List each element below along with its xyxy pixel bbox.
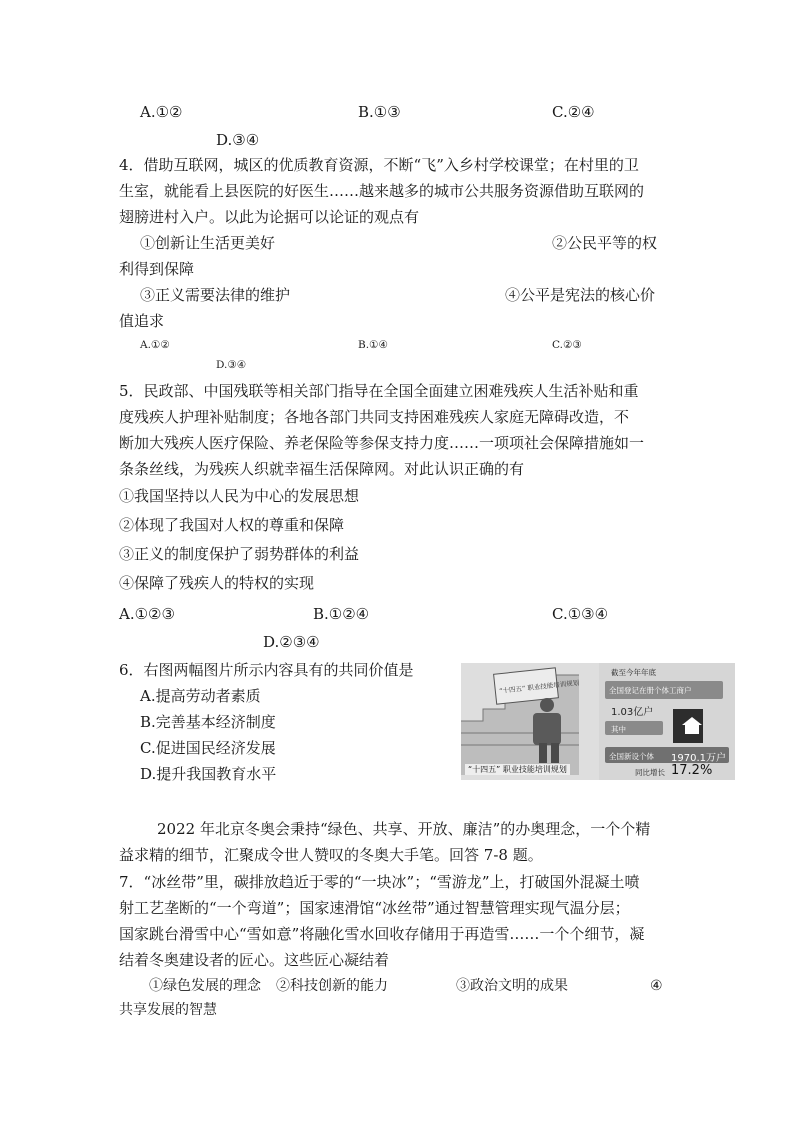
q5-stem-line-3: 断加大残疾人医疗保险、养老保险等参保支持力度……一项项社会保障措施如一 (119, 434, 645, 452)
q4-stem-line-2: 生室，就能看上县医院的好医生……越来越多的城市公共服务资源借助互联网的 (119, 182, 645, 200)
person-leg (551, 743, 559, 763)
figure-caption: “十四五” 职业技能培训规划 (465, 764, 570, 775)
backpack (533, 713, 561, 745)
q4-option-c: C.②③ (552, 339, 582, 351)
q7-stem-line-3: 国家跳台滑雪中心“雪如意”将融化雪水回收存储用于再造雪……一个个细节，凝 (119, 925, 645, 943)
q5-option-d: D.②③④ (263, 633, 320, 651)
q5-option-a: A.①②③ (119, 605, 175, 623)
q6-option-d: D.提升我国教育水平 (140, 765, 277, 783)
person-leg (539, 743, 547, 763)
q7-statement-3: ③政治文明的成果 (456, 978, 568, 994)
person-head (540, 698, 554, 712)
recent-label: 其中 (611, 725, 626, 734)
q4-option-d: D.③④ (216, 359, 247, 371)
q3-option-b: B.①③ (358, 103, 401, 121)
intro-line-2: 益求精的细节，汇聚成令世人赞叹的冬奥大手笔。回答 7-8 题。 (119, 846, 543, 864)
q7-stem-line-2: 射工艺垄断的“一个弯道”；国家速滑馆“冰丝带”通过智慧管理实现气温分层； (119, 899, 630, 917)
new-label: 全国新设个体 (609, 752, 654, 761)
q6-option-b: B.完善基本经济制度 (140, 713, 276, 731)
q7-stem-line-1: 7．“冰丝带”里，碳排放趋近于零的“一块冰”；“雪游龙”上，打破国外混凝土喷 (119, 873, 640, 891)
q7-stem-line-4: 结着冬奥建设者的匠心。这些匠心凝结着 (119, 951, 390, 969)
growth-label: 同比增长 (635, 768, 665, 777)
q6-stem: 6．右图两幅图片所示内容具有的共同价值是 (119, 661, 414, 679)
q5-stem-line-1: 5．民政部、中国残联等相关部门指导在全国全面建立困难残疾人生活补贴和重 (119, 382, 639, 400)
q3-option-c: C.②④ (552, 103, 595, 121)
q4-statement-1: ①创新让生活更美好 (140, 234, 276, 252)
figure-header: 截至今年年底 (611, 668, 656, 677)
q5-option-b: B.①②④ (313, 605, 370, 623)
registered-label: 全国登记在册个体工商户 (609, 686, 692, 695)
q5-statement-1: ①我国坚持以人民为中心的发展思想 (119, 487, 360, 505)
q7-statement-1: ①绿色发展的理念 (149, 978, 261, 994)
house-body-icon (685, 725, 699, 734)
q3-option-a: A.①② (140, 103, 183, 121)
q5-option-c: C.①③④ (552, 605, 609, 623)
intro-line-1: 2022 年北京冬奥会秉持“绿色、共享、开放、廉洁”的办奥理念，一个个精 (157, 820, 651, 838)
q4-option-a: A.①② (140, 339, 170, 351)
q7-statement-4-cont: 共享发展的智慧 (119, 1002, 217, 1018)
q4-stem-line-1: 4．借助互联网，城区的优质教育资源，不断“飞”入乡村学校课堂；在村里的卫 (119, 156, 639, 174)
sign-text: “十四五” 职业技能培训规划 (498, 678, 580, 696)
new-value: 1970.1万户 (671, 753, 726, 764)
q5-statement-3: ③正义的制度保护了弱势群体的利益 (119, 545, 360, 563)
q7-statement-2: ②科技创新的能力 (276, 978, 388, 994)
q6-option-c: C.促进国民经济发展 (140, 739, 276, 757)
q5-statement-4: ④保障了残疾人的特权的实现 (119, 574, 315, 592)
q4-statement-3: ③正义需要法律的维护 (140, 286, 291, 304)
q4-statement-4-cont: 值追求 (119, 312, 165, 330)
q4-statement-4: ④公平是宪法的核心价 (505, 286, 656, 304)
q4-stem-line-3: 翅膀进村入户。以此为论据可以论证的观点有 (119, 208, 420, 226)
q5-stem-line-4: 条条丝线，为残疾人织就幸福生活保障网。对此认识正确的有 (119, 460, 525, 478)
q5-stem-line-2: 度残疾人护理补贴制度；各地各部门共同支持困难残疾人家庭无障碍改造，不 (119, 408, 630, 426)
growth-value: 17.2% (671, 763, 713, 778)
q7-statement-4: ④ (650, 978, 663, 994)
q4-statement-2: ②公民平等的权 (552, 234, 658, 252)
q6-option-a: A.提高劳动者素质 (140, 687, 261, 705)
q3-option-d: D.③④ (216, 131, 260, 149)
registered-value: 1.03亿户 (611, 707, 654, 718)
q5-statement-2: ②体现了我国对人权的尊重和保障 (119, 516, 345, 534)
q4-statement-2-cont: 利得到保障 (119, 260, 195, 278)
q4-option-b: B.①④ (358, 339, 388, 351)
q6-figure (461, 663, 735, 780)
